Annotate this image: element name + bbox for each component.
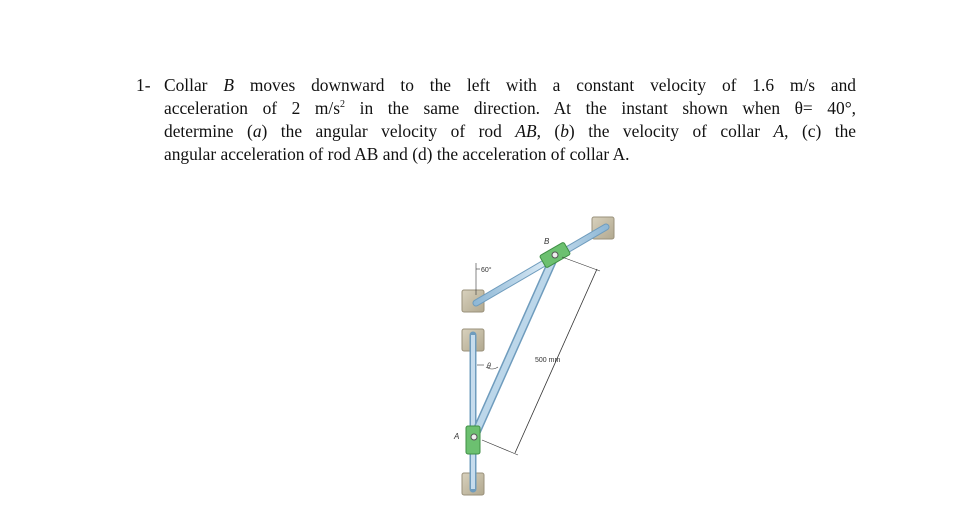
pin-a: [471, 434, 477, 440]
problem-number: 1-: [136, 75, 151, 95]
angle-60-label: 60°: [481, 267, 492, 274]
label-a: A: [454, 432, 460, 441]
problem-line-4: angular acceleration of rod AB and (d) the acceleration of collar A.: [164, 144, 630, 164]
dimension-extension-a: [482, 440, 518, 455]
mechanism-diagram: [440, 205, 630, 505]
problem-line-3: determine (a) the angular velocity of rod AB, (b) the velocity of collar A, (c) the: [164, 121, 856, 141]
problem-line-2: acceleration of 2 $m/s^2$ in the same direction. At the instant shown when θ= 40°,: [164, 98, 856, 118]
label-b: B: [544, 237, 550, 246]
pin-b: [552, 252, 558, 258]
length-label: 500 mm: [535, 357, 561, 364]
angle-theta-label: θ: [487, 363, 491, 370]
problem-line-1: Collar B moves downward to the left with a constant velocity of 1.6 m/s and: [164, 75, 856, 95]
mechanism-figure: [440, 205, 630, 505]
dimension-extension-b: [562, 257, 600, 271]
